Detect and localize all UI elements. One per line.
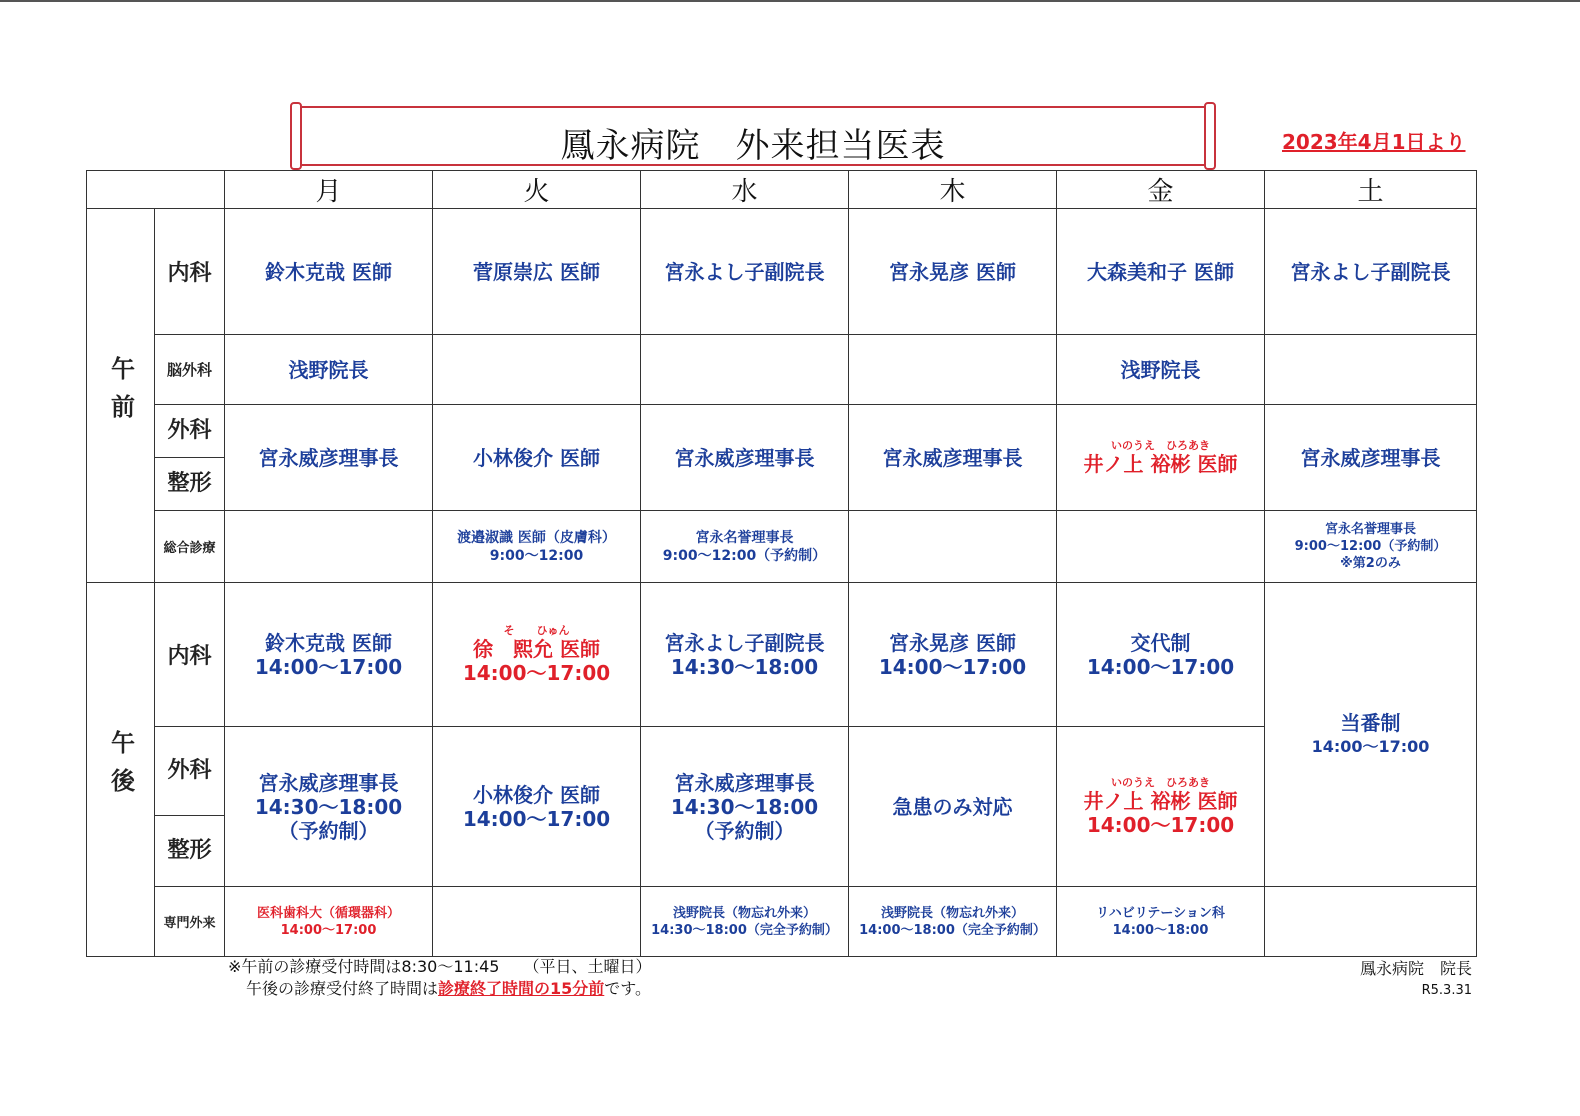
doctor-cell-highlight: そ ひゅん 徐 熙允 医師 14:00～17:00	[433, 583, 641, 727]
day-header: 木	[849, 171, 1057, 209]
footnote-highlight: 診療終了時間の15分前	[438, 979, 605, 998]
doctor-cell: 宮永よし子副院長	[641, 209, 849, 335]
signature: 鳳永病院 院長	[1359, 959, 1472, 978]
doctor-cell: 宮永威彦理事長	[641, 405, 849, 511]
doctor-cell: 菅原崇広 医師	[433, 209, 641, 335]
title-scroll-frame	[296, 106, 1210, 166]
doctor-cell: 宮永よし子副院長	[1265, 209, 1477, 335]
am-naika-row	[87, 209, 1477, 335]
signature-block	[1360, 958, 1472, 1002]
scan-edge	[0, 0, 1580, 2]
doctor-cell: 大森美和子 医師	[1057, 209, 1265, 335]
doctor-cell	[225, 511, 433, 583]
day-header: 水	[641, 171, 849, 209]
page-title: 鳳永病院 外来担当医表	[560, 126, 946, 166]
doctor-cell	[1057, 511, 1265, 583]
doctor-cell	[1265, 887, 1477, 957]
doctor-cell: 宮永威彦理事長 14:30～18:00 （予約制）	[225, 727, 433, 887]
doctor-cell: 鈴木克哉 医師 14:00～17:00	[225, 583, 433, 727]
dept-geka-seikei	[155, 405, 225, 511]
doctor-cell: 宮永威彦理事長	[225, 405, 433, 511]
dept-geka-seikei	[155, 727, 225, 887]
doctor-cell-highlight: 医科歯科大（循環器科） 14:00～17:00	[225, 887, 433, 957]
day-header: 金	[1057, 171, 1265, 209]
doctor-cell: 浅野院長（物忘れ外来） 14:30～18:00（完全予約制）	[641, 887, 849, 957]
doctor-cell: 鈴木克哉 医師	[225, 209, 433, 335]
day-header: 土	[1265, 171, 1477, 209]
doctor-cell	[849, 511, 1057, 583]
doctor-cell-highlight: いのうえ ひろあき 井ノ上 裕彬 医師	[1057, 405, 1265, 511]
furigana: いのうえ ひろあき	[1111, 438, 1210, 452]
doctor-cell	[433, 887, 641, 957]
doctor-cell: 宮永威彦理事長	[849, 405, 1057, 511]
doctor-cell	[849, 335, 1057, 405]
am-geka-row	[87, 405, 1477, 511]
am-nougeka-row	[87, 335, 1477, 405]
doctor-cell-saturday: 当番制 14:00～17:00	[1265, 583, 1477, 887]
doctor-cell: 宮永名誉理事長 9:00～12:00（予約制）	[641, 511, 849, 583]
doctor-cell: 急患のみ対応	[849, 727, 1057, 887]
doctor-cell-highlight: いのうえ ひろあき 井ノ上 裕彬 医師 14:00～17:00	[1057, 727, 1265, 887]
day-header-row	[87, 171, 1477, 209]
period-am: 午前	[87, 209, 155, 583]
doctor-cell: 浅野院長	[1057, 335, 1265, 405]
revision-date: R5.3.31	[1421, 983, 1472, 998]
furigana: いのうえ ひろあき	[1111, 775, 1210, 789]
pm-naika-row	[87, 583, 1477, 727]
dept-seikei: 整形	[167, 838, 212, 863]
dept-geka: 外科	[155, 727, 224, 816]
dept-naika: 内科	[155, 583, 225, 727]
doctor-cell	[1265, 335, 1477, 405]
footnote-line-2: 午後の診療受付終了時間は診療終了時間の15分前です。	[246, 979, 652, 998]
day-header: 火	[433, 171, 641, 209]
furigana: そ ひゅん	[503, 623, 570, 637]
corner-cell	[87, 171, 225, 209]
pm-senmon-row	[87, 887, 1477, 957]
doctor-cell: 浅野院長	[225, 335, 433, 405]
doctor-cell: 宮永晃彦 医師 14:00～17:00	[849, 583, 1057, 727]
footnote	[228, 956, 651, 1000]
doctor-cell	[433, 335, 641, 405]
doctor-cell: 小林俊介 医師 14:00～17:00	[433, 727, 641, 887]
doctor-cell	[641, 335, 849, 405]
effective-date: 2023年4月1日より	[1282, 130, 1466, 154]
dept-geka: 外科	[155, 405, 224, 458]
day-header: 月	[225, 171, 433, 209]
doctor-cell: 宮永威彦理事長 14:30～18:00 （予約制）	[641, 727, 849, 887]
schedule-table	[86, 170, 1477, 957]
dept-senmon: 専門外来	[155, 887, 225, 957]
dept-nougeka: 脳外科	[155, 335, 225, 405]
doctor-cell: 交代制 14:00～17:00	[1057, 583, 1265, 727]
doctor-cell: リハビリテーション科 14:00～18:00	[1057, 887, 1265, 957]
doctor-cell: 宮永よし子副院長 14:30～18:00	[641, 583, 849, 727]
doctor-cell: 宮永威彦理事長	[1265, 405, 1477, 511]
dept-seikei: 整形	[167, 471, 212, 496]
footnote-line-1: ※午前の診療受付時間は8:30～11:45 （平日、土曜日）	[228, 957, 652, 976]
doctor-cell: 渡邉淑識 医師（皮膚科） 9:00～12:00	[433, 511, 641, 583]
am-sougou-row	[87, 511, 1477, 583]
doctor-cell: 小林俊介 医師	[433, 405, 641, 511]
doctor-cell: 宮永名誉理事長 9:00～12:00（予約制） ※第2のみ	[1265, 511, 1477, 583]
period-pm: 午後	[87, 583, 155, 957]
doctor-cell: 宮永晃彦 医師	[849, 209, 1057, 335]
dept-naika: 内科	[155, 209, 225, 335]
doctor-cell: 浅野院長（物忘れ外来） 14:00～18:00（完全予約制）	[849, 887, 1057, 957]
dept-sougou: 総合診療	[155, 511, 225, 583]
